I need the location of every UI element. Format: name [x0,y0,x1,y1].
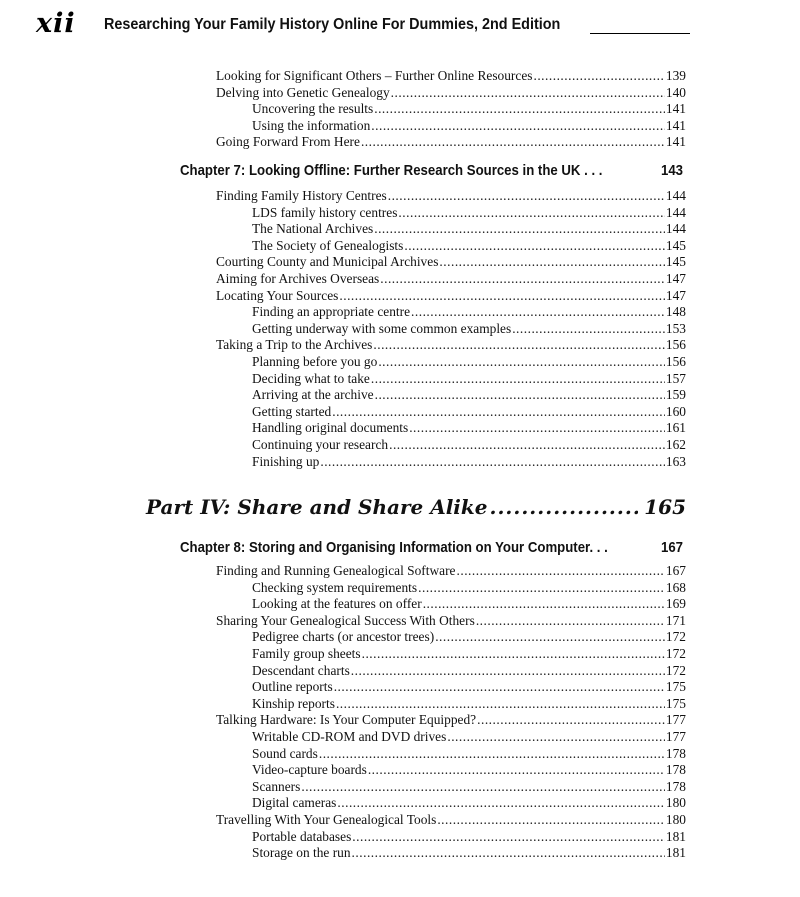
leader-dots [374,220,665,237]
toc-entry-page: 156 [665,354,686,369]
running-head-title: Researching Your Family History Online For Dummies, 2nd Edition [104,16,561,33]
toc-entry [216,270,686,287]
toc-entry-title: Finding an appropriate centre [252,304,411,320]
leader-dots [352,828,665,845]
leader-dots [435,628,665,645]
toc-entry-page: 153 [665,320,686,336]
toc-entry-page: 159 [665,387,686,403]
toc-entry-title: Checking system requirements [252,579,418,595]
toc-entry-page: 168 [665,579,686,595]
part-4-leader-dots [489,492,638,522]
toc-entry [252,220,686,237]
toc-entry-title: Writable CD-ROM and DVD drives [252,729,447,744]
toc-entry [252,204,686,221]
toc-entry-title: Finding and Running Genealogical Software [216,563,456,578]
toc-entry-page: 181 [665,845,686,861]
toc-entry-page: 177 [665,729,686,744]
toc-entry [216,84,686,101]
toc-entry [252,778,686,795]
toc-entry [252,794,686,811]
leader-dots [336,695,665,712]
leader-dots [512,320,665,337]
toc-entry-page: 171 [665,612,686,628]
toc-entry [252,662,686,679]
toc-entry-title: The Society of Genealogists [252,237,404,253]
leader-dots [361,133,665,150]
toc-entry-title: Finding Family History Centres [216,188,387,203]
toc-entry-page: 139 [665,68,686,83]
leader-dots [411,303,665,320]
leader-dots [447,728,665,745]
toc-entry-page: 141 [665,117,686,133]
toc-entry-page: 145 [665,237,686,253]
toc-entry [252,695,686,712]
toc-entry-page: 178 [665,745,686,761]
toc-entry-title: Locating Your Sources [216,287,339,303]
toc-entry [216,287,686,304]
toc-entry [252,844,686,861]
toc-entry-title: Travelling With Your Genealogical Tools [216,812,437,827]
toc-entry-title: Handling original documents [252,420,409,436]
toc-entry-title: Sharing Your Genealogical Success With Others [216,612,475,628]
toc-entry-page: 160 [665,403,686,419]
leader-dots [476,612,665,629]
leader-dots [319,745,665,762]
toc-entry [216,612,686,629]
leader-dots [337,794,665,811]
leader-dots [320,453,665,470]
toc-entry-page: 148 [665,304,686,320]
toc-entry-page: 163 [665,453,686,469]
toc-entry-page: 147 [665,287,686,303]
toc-entry [252,403,686,420]
toc-entry [216,253,686,270]
leader-dots [380,270,665,287]
leader-dots [404,237,665,254]
toc-entry [216,562,686,579]
toc-entry [252,579,686,596]
toc-entry-title: Video-capture boards [252,762,367,778]
toc-entry-page: 161 [665,420,686,436]
toc-entry [252,645,686,662]
toc-entry-title: Descendant charts [252,662,350,678]
toc-entry-title: LDS family history centres [252,204,398,220]
toc-entry-title: Storage on the run [252,845,351,861]
toc-entry [252,745,686,762]
toc-entry-page: 178 [665,762,686,778]
toc-entry-page: 172 [665,629,686,645]
toc-entry [252,595,686,612]
leader-dots [457,562,665,579]
leader-dots [351,662,665,679]
part-4-title: Part IV: Share and Share Alike [146,495,488,519]
toc-entry-title: Deciding what to take [252,370,370,386]
toc-entry [252,761,686,778]
toc-entry [252,353,686,370]
toc-entry-title: Arriving at the archive [252,387,374,403]
toc-entry [252,828,686,845]
chapter-7-title: Chapter 7: Looking Offline: Further Research Sources in the UK . . . [180,162,603,179]
leader-dots [375,386,665,403]
header-rule [590,33,690,34]
chapter-7-heading [180,160,686,182]
toc-entry-title: Uncovering the results [252,101,374,117]
page-number: xii [36,8,76,39]
toc-entry-page: 145 [665,254,686,270]
toc-entry-page: 172 [665,662,686,678]
toc-entry-title: Outline reports [252,679,333,695]
leader-dots [371,370,665,387]
toc-entry-title: Sound cards [252,745,318,761]
toc-entry-page: 156 [665,337,686,353]
leader-dots [301,778,665,795]
toc-entry-title: Portable databases [252,828,352,844]
toc-entry-page: 141 [665,101,686,117]
toc-entry [252,628,686,645]
leader-dots [371,117,665,134]
toc-entry [216,811,686,828]
toc-entry-page: 178 [665,778,686,794]
leader-dots [389,436,665,453]
toc-entry [216,67,686,84]
toc-entry [216,187,686,204]
toc-entry [252,453,686,470]
chapter-8-page: 167 [660,539,683,556]
toc-entry [252,320,686,337]
leader-dots [378,353,665,370]
chapter-8-heading [180,537,686,559]
toc-entry [252,436,686,453]
toc-entry-page: 175 [665,679,686,695]
leader-dots [439,253,664,270]
toc-entry-title: Getting started [252,403,332,419]
toc-entry [252,419,686,436]
toc-entry-page: 177 [665,712,686,728]
toc-entry-title: Taking a Trip to the Archives [216,337,373,353]
leader-dots [398,204,664,221]
toc-entry-page: 181 [665,828,686,844]
toc-entry-title: Continuing your research [252,437,389,452]
toc-entry-title: Planning before you go [252,354,378,369]
toc-entry-page: 144 [665,188,686,203]
leader-dots [368,761,665,778]
toc-entry-title: Looking for Significant Others – Further Online Resources [216,68,533,83]
leader-dots [362,645,665,662]
toc-entry-title: The National Archives [252,221,374,237]
toc-entry-page: 144 [665,204,686,220]
toc-entry [252,370,686,387]
toc-entry [252,303,686,320]
leader-dots [352,844,665,861]
toc-entry-title: Delving into Genetic Genealogy [216,84,390,100]
toc-entry-page: 172 [665,646,686,661]
toc-entry-page: 157 [665,370,686,386]
toc-entry [252,117,686,134]
leader-dots [339,287,665,304]
toc-entry-title: Going Forward From Here [216,134,360,150]
toc-entry-title: Courting County and Municipal Archives [216,254,439,270]
toc-entry-page: 140 [665,84,686,100]
toc-entry-page: 167 [665,563,686,578]
toc-entry-page: 180 [665,795,686,811]
toc-entry-page: 144 [665,221,686,237]
leader-dots [409,419,665,436]
toc-entry-title: Talking Hardware: Is Your Computer Equipped? [216,712,477,728]
toc-entry-page: 175 [665,695,686,711]
toc-entry [252,386,686,403]
toc-entry-page: 169 [665,596,686,612]
toc-entry-title: Getting underway with some common examples [252,320,512,336]
toc-entry-title: Scanners [252,778,301,794]
leader-dots [391,84,665,101]
toc-entry [252,237,686,254]
toc-entry [252,678,686,695]
leader-dots [374,100,665,117]
toc-entry-title: Family group sheets [252,646,361,661]
part-4-heading [146,492,686,524]
toc-entry-title: Aiming for Archives Overseas [216,271,380,286]
chapter-7-page: 143 [660,162,683,179]
toc-entry-title: Finishing up [252,453,320,469]
toc-entry [252,100,686,117]
toc-entry-title: Kinship reports [252,695,335,711]
toc-entry-title: Looking at the features on offer [252,596,422,612]
toc-entry-title: Using the information [252,117,371,133]
toc-entry-title: Pedigree charts (or ancestor trees) [252,629,435,645]
page-header [36,8,692,42]
part-4-page: 165 [644,495,686,519]
toc-entry [216,336,686,353]
toc-entry-title: Digital cameras [252,795,337,811]
leader-dots [373,336,665,353]
leader-dots [437,811,665,828]
toc-entry-page: 147 [665,271,686,286]
leader-dots [477,711,665,728]
toc-entry-page: 162 [665,437,686,452]
leader-dots [533,67,664,84]
leader-dots [388,187,665,204]
toc-entry-page: 141 [665,134,686,150]
toc-entry [252,728,686,745]
toc-entry [216,133,686,150]
leader-dots [332,403,665,420]
leader-dots [418,579,665,596]
leader-dots [334,678,665,695]
chapter-8-title: Chapter 8: Storing and Organising Information on Your Computer. . . [180,539,608,556]
leader-dots [423,595,665,612]
toc-entry [216,711,686,728]
toc-entry-page: 180 [665,812,686,827]
